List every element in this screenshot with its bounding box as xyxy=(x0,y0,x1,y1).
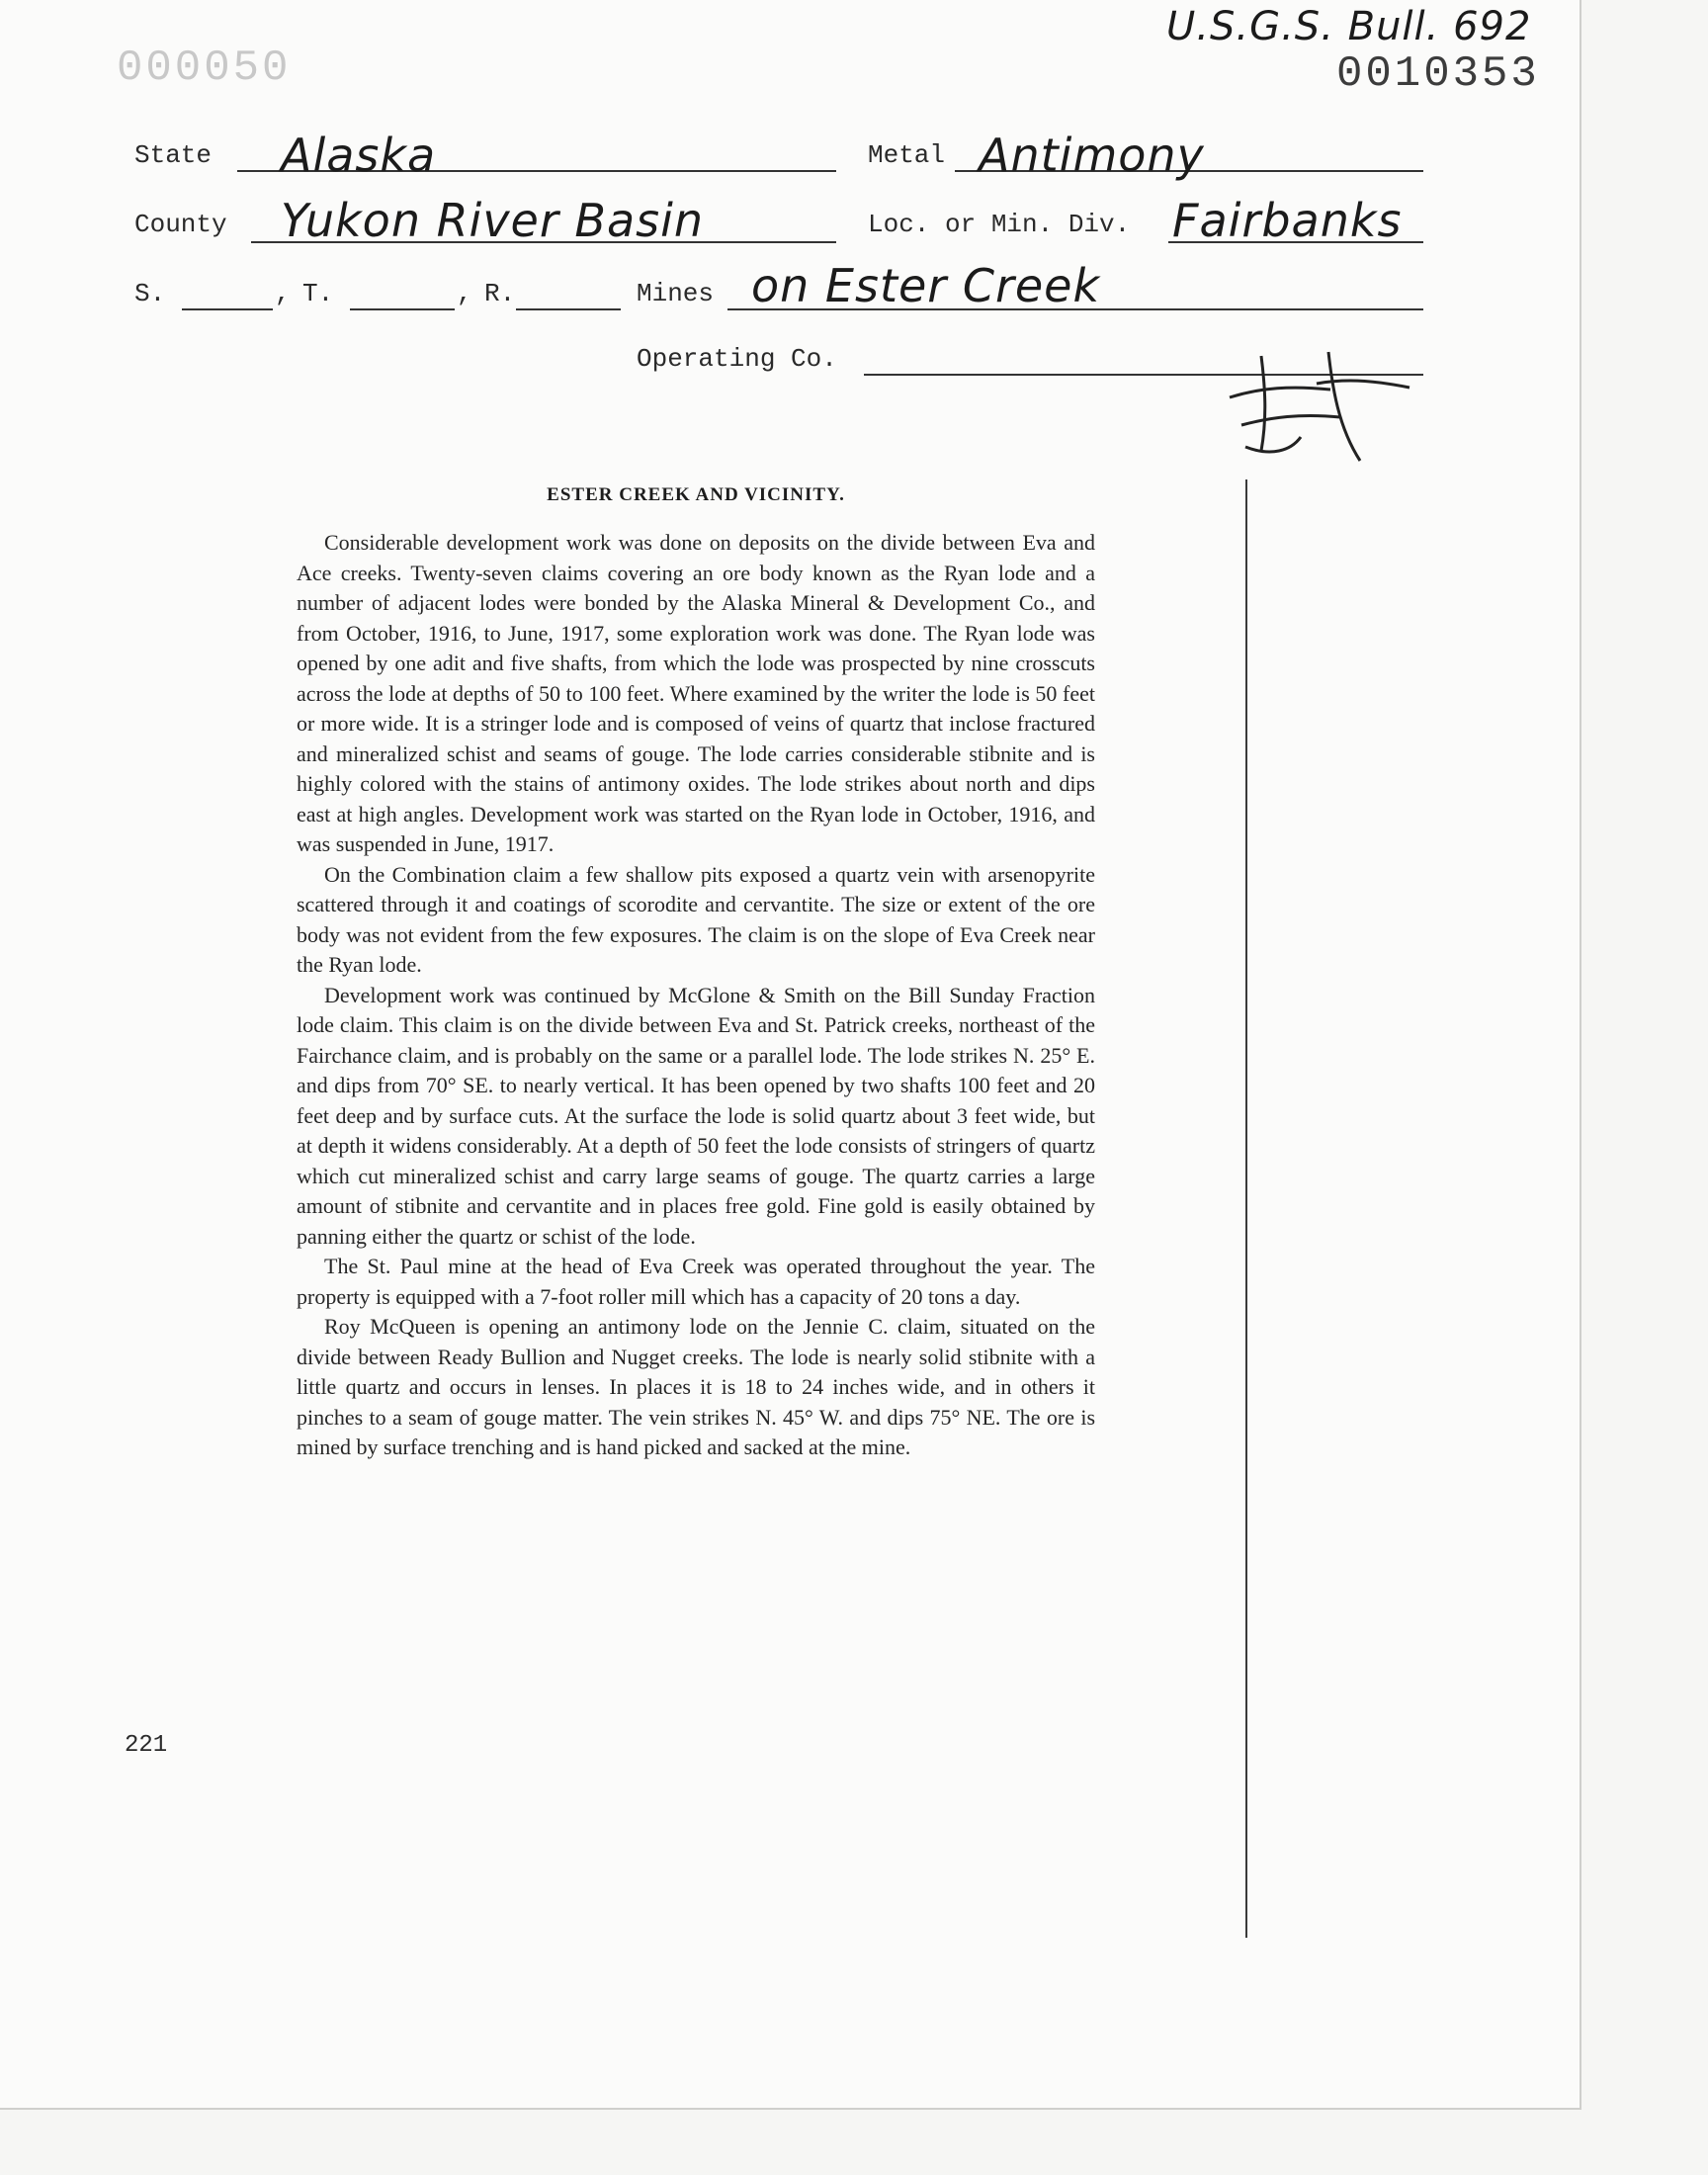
bulletin-reference: U.S.G.S. Bull. 692 xyxy=(1166,4,1532,49)
paragraph: Roy McQueen is opening an antimony lode on the Jennie C. claim, situated on the divide between Ready Bullion and Nugget creeks. The lode is nearly solid stibnite with a little quartz and occurs in lenses. In places it is 18 to 24 inches wide, and in others it pinches to a seam of gouge matter. The vein strikes N. 45° W. and dips 75° NE. The ore is mined by surface trenching and is hand picked and sacked at the mine. xyxy=(297,1314,1095,1459)
metal-value: Antimony xyxy=(979,129,1205,182)
township-line xyxy=(350,308,455,310)
article-heading: ESTER CREEK AND VICINITY. xyxy=(547,484,845,505)
loc-label: Loc. or Min. Div. xyxy=(868,210,1131,239)
operating-co-label: Operating Co. xyxy=(637,344,837,374)
file-number-stamp: 0010353 xyxy=(1336,49,1540,99)
page-number: 221 xyxy=(125,1732,168,1759)
county-label: County xyxy=(134,210,227,239)
paragraph: On the Combination claim a few shallow pits exposed a quartz vein with arsenopyrite scattered through it and coatings of scorodite and cervantite. The size or extent of the ore body was not evident from the few exposures. The claim is on the slope of Eva Creek near the Ryan lode. xyxy=(297,861,1095,977)
township-label: T. xyxy=(302,279,334,308)
range-label: R. xyxy=(484,279,516,308)
range-line xyxy=(516,308,621,310)
metal-label: Metal xyxy=(868,140,946,170)
section-line xyxy=(182,308,273,310)
document-page: U.S.G.S. Bull. 692 0010353 000050 State Alaska Metal Antimony County Yukon River Basin Loc. or Min. Div. Fairbanks S. , T. , R. Mines on Ester Creek Operating Co. ESTER CREEK AND VICINITY. Considerable development work was done on deposits on the divide between Eva and Ace creeks. Twenty-seven claims covering an ore body known as the Ryan lode and a number of adjacent lodes were bonded by the Alaska Mineral & Development Co., and from October, 1916, to June, 1917, some exploration work was done. The Ryan lode was opened by one adit and five shafts, from which the lode was prospected by nine crosscuts across the lode at depths of 50 to 100 feet. Where examined by the writer the lode is 50 feet or more wide. It is a stringer lode and is composed of veins of quartz that inclose fractured and mineralized schist and seams of gouge. The lode carries considerable stibnite and is highly colored with the stains of antimony oxides. The lode strikes about north and dips east at high angles. Development work was started on the Ryan lode in October, 1916, and was suspended in June, 1917. On the Combination claim a few shallow pits exposed a quartz vein with arsenopyrite scattered through it and coatings of scorodite and cervantite. The size or extent of the ore body was not evident from the few exposures. The claim is on the slope of Eva Creek near the Ryan lode. Development work was continued by McGlone & Smith on the Bill Sunday Fraction lode claim. This claim is on the divide between Eva and St. Patrick creeks, northeast of the Fairchance claim, and is probably on the same or a parallel lode. The lode strikes N. 25° E. and dips from 70° SE. to nearly vertical. It has been opened by two shafts 100 feet and 20 feet deep and by surface cuts. At the surface the lode is solid quartz about 3 feet wide, but at depth it widens considerably. At a depth of 50 feet the lode consists of stringers of quartz which cut mineralized schist and carry large seams of gouge. The quartz carries a large amount of stibnite and cervantite and in places free gold. Fine gold is easily obtained by panning either the quartz or schist of the lode. The St. Paul mine at the head of Eva Creek was operated throughout the year. The property is equipped with a 7-foot roller mill which has a capacity of 20 tons a day. Roy McQueen is opening an antimony lode on the Jennie C. claim, situated on the divide between Ready Bullion and Nugget creeks. The lode is nearly solid stibnite with a little quartz and occurs in lenses. In places it is 18 to 24 inches wide, and in others it pinches to a seam of gouge matter. The vein strikes N. 45° W. and dips 75° NE. The ore is mined by surface trenching and is hand picked and sacked at the mine. 221 xyxy=(0,0,1581,2110)
handwritten-initials-icon xyxy=(1222,348,1419,467)
paragraph: Development work was continued by McGlone & Smith on the Bill Sunday Fraction lode claim. This claim is on the divide between Eva and St. Patrick creeks, northeast of the Fairchance claim, and is probably on the same or a parallel lode. The lode strikes N. 25° E. and dips from 70° SE. to nearly vertical. It has been opened by two shafts 100 feet and 20 feet deep and by surface cuts. At the surface the lode is solid quartz about 3 feet wide, but at depth it widens considerably. At a depth of 50 feet the lode consists of stringers of quartz which cut mineralized schist and carry large seams of gouge. The quartz carries a large amount of stibnite and cervantite and in places free gold. Fine gold is easily obtained by panning either the quartz or schist of the lode. xyxy=(297,982,1095,1249)
section-label: S. xyxy=(134,279,166,308)
faded-stamp: 000050 xyxy=(117,44,292,93)
loc-value: Fairbanks xyxy=(1172,194,1403,247)
state-value: Alaska xyxy=(281,129,437,182)
state-label: State xyxy=(134,140,213,170)
mines-label: Mines xyxy=(637,279,715,308)
paragraph: Considerable development work was done on deposits on the divide between Eva and Ace creeks. Twenty-seven claims covering an ore body known as the Ryan lode and a number of adjacent lodes were bonded by the Alaska Mineral & Development Co., and from October, 1916, to June, 1917, some exploration work was done. The Ryan lode was opened by one adit and five shafts, from which the lode was prospected by nine crosscuts across the lode at depths of 50 to 100 feet. Where examined by the writer the lode is 50 feet or more wide. It is a stringer lode and is composed of veins of quartz that inclose fractured and mineralized schist and seams of gouge. The lode carries considerable stibnite and is highly colored with the stains of antimony oxides. The lode strikes about north and dips east at high angles. Development work was started on the Ryan lode in October, 1916, and was suspended in June, 1917. xyxy=(297,530,1095,856)
paragraph: The St. Paul mine at the head of Eva Creek was operated throughout the year. The property is equipped with a 7-foot roller mill which has a capacity of 20 tons a day. xyxy=(297,1254,1095,1309)
mines-value: on Ester Creek xyxy=(751,259,1101,312)
margin-rule xyxy=(1245,479,1247,1938)
article xyxy=(297,484,1095,1463)
county-value: Yukon River Basin xyxy=(281,194,705,247)
